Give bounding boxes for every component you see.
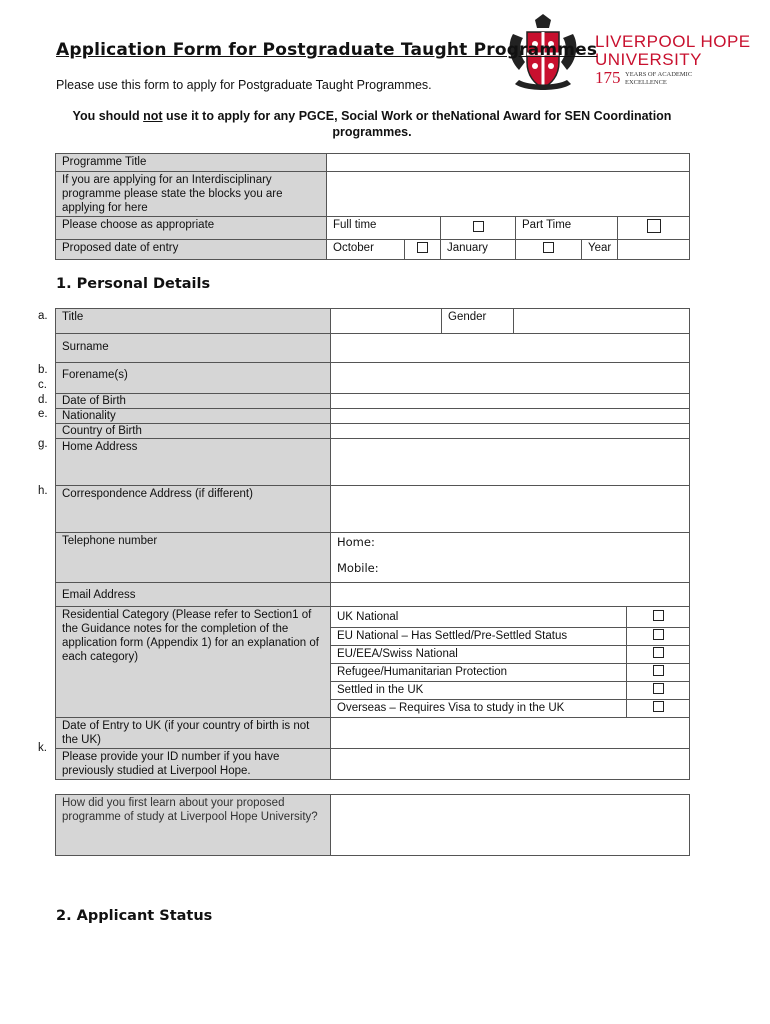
home-address-label: Home Address xyxy=(56,439,331,486)
email-label: Email Address xyxy=(56,583,331,607)
residential-checkbox-5[interactable] xyxy=(653,701,664,712)
full-time-checkbox[interactable] xyxy=(473,221,484,232)
page-title: Application Form for Postgraduate Taught Programmes xyxy=(56,40,598,60)
mobile-phone-label: Mobile: xyxy=(337,561,379,575)
residential-checkbox-2-cell xyxy=(627,646,690,664)
logo-line1: LIVERPOOL HOPE xyxy=(595,32,751,51)
year-field[interactable] xyxy=(618,240,690,260)
title-label: Title xyxy=(56,309,331,334)
country-of-birth-label: Country of Birth xyxy=(56,424,331,439)
logo-tagline-2: EXCELLENCE xyxy=(625,79,667,86)
residential-checkbox-1[interactable] xyxy=(653,629,664,640)
residential-option-3: Refugee/Humanitarian Protection xyxy=(331,664,627,682)
residential-option-2: EU/EEA/Swiss National xyxy=(331,646,627,664)
learn-about-field[interactable] xyxy=(331,795,690,856)
january-label: January xyxy=(441,240,516,260)
home-address-field[interactable] xyxy=(331,439,690,486)
residential-option-1: EU National – Has Settled/Pre-Settled Status xyxy=(331,628,627,646)
programme-title-field[interactable] xyxy=(327,154,690,172)
nationality-field[interactable] xyxy=(331,409,690,424)
residential-category-label: Residential Category (Please refer to Section1 of the Guidance notes for the completion of the application form (Appendix 1) for an explanation of each category) xyxy=(56,607,331,718)
learn-about-table xyxy=(55,794,690,856)
october-checkbox[interactable] xyxy=(417,242,428,253)
residential-checkbox-3-cell xyxy=(627,664,690,682)
interdisciplinary-label: If you are applying for an Interdisciplinary programme please state the blocks you are applying for here xyxy=(56,172,327,217)
residential-option-0: UK National xyxy=(331,607,627,628)
gender-field[interactable] xyxy=(514,309,690,334)
entry-uk-field[interactable] xyxy=(331,718,690,749)
learn-about-label: How did you first learn about your proposed programme of study at Liverpool Hope University? xyxy=(56,795,331,856)
surname-field[interactable] xyxy=(331,334,690,363)
home-phone-label: Home: xyxy=(337,535,375,549)
warning-not: not xyxy=(143,109,163,123)
residential-checkbox-0[interactable] xyxy=(653,610,664,621)
title-field[interactable] xyxy=(331,309,442,334)
correspondence-address-label: Correspondence Address (if different) xyxy=(56,486,331,533)
warning-pre: You should xyxy=(72,109,144,123)
section2-heading: 2. Applicant Status xyxy=(56,908,213,924)
logo-years: 175 xyxy=(595,68,621,87)
residential-checkbox-4-cell xyxy=(627,682,690,700)
logo-tagline-1: YEARS OF ACADEMIC xyxy=(625,71,693,78)
nationality-label: Nationality xyxy=(56,409,331,424)
letter-a: a. xyxy=(38,310,48,322)
residential-checkbox-4[interactable] xyxy=(653,683,664,694)
warning-text xyxy=(56,108,688,140)
programme-title-label: Programme Title xyxy=(56,154,327,172)
email-field[interactable] xyxy=(331,583,690,607)
letter-k: k. xyxy=(38,742,47,754)
telephone-field[interactable] xyxy=(331,533,690,583)
telephone-label: Telephone number xyxy=(56,533,331,583)
year-label: Year xyxy=(582,240,618,260)
forenames-label: Forename(s) xyxy=(56,363,331,394)
letter-c: c. xyxy=(38,379,47,391)
study-mode-label: Please choose as appropriate xyxy=(56,217,327,240)
country-of-birth-field[interactable] xyxy=(331,424,690,439)
letter-h: h. xyxy=(38,485,48,497)
full-time-label: Full time xyxy=(327,217,441,240)
interdisciplinary-field[interactable] xyxy=(327,172,690,217)
residential-checkbox-2[interactable] xyxy=(653,647,664,658)
personal-details-table xyxy=(55,308,690,780)
programme-table xyxy=(55,153,690,260)
full-time-checkbox-cell xyxy=(441,217,516,240)
letter-b: b. xyxy=(38,364,48,376)
part-time-checkbox[interactable] xyxy=(647,219,661,233)
part-time-checkbox-cell xyxy=(618,217,690,240)
dob-field[interactable] xyxy=(331,394,690,409)
residential-option-5: Overseas – Requires Visa to study in the UK xyxy=(331,700,627,718)
residential-checkbox-5-cell xyxy=(627,700,690,718)
entry-date-label: Proposed date of entry xyxy=(56,240,327,260)
dob-label: Date of Birth xyxy=(56,394,331,409)
id-number-field[interactable] xyxy=(331,749,690,780)
correspondence-address-field[interactable] xyxy=(331,486,690,533)
gender-label: Gender xyxy=(442,309,514,334)
october-checkbox-cell xyxy=(405,240,441,260)
residential-checkbox-3[interactable] xyxy=(653,665,664,676)
intro-text: Please use this form to apply for Postgraduate Taught Programmes. xyxy=(56,78,432,92)
entry-uk-label: Date of Entry to UK (if your country of birth is not the UK) xyxy=(56,718,331,749)
forenames-field[interactable] xyxy=(331,363,690,394)
surname-label: Surname xyxy=(56,334,331,363)
part-time-label: Part Time xyxy=(516,217,618,240)
letter-d: d. xyxy=(38,394,48,406)
letter-g: g. xyxy=(38,438,48,450)
january-checkbox[interactable] xyxy=(543,242,554,253)
section1-heading: 1. Personal Details xyxy=(56,276,211,292)
warning-post: use it to apply for any PGCE, Social Work or theNational Award for SEN Coordination programmes. xyxy=(162,109,672,139)
letter-e: e. xyxy=(38,408,48,420)
january-checkbox-cell xyxy=(516,240,582,260)
logo-line2: UNIVERSITY xyxy=(595,50,703,69)
residential-checkbox-0-cell xyxy=(627,607,690,628)
id-number-label: Please provide your ID number if you have previously studied at Liverpool Hope. xyxy=(56,749,331,780)
october-label: October xyxy=(327,240,405,260)
residential-option-4: Settled in the UK xyxy=(331,682,627,700)
residential-checkbox-1-cell xyxy=(627,628,690,646)
